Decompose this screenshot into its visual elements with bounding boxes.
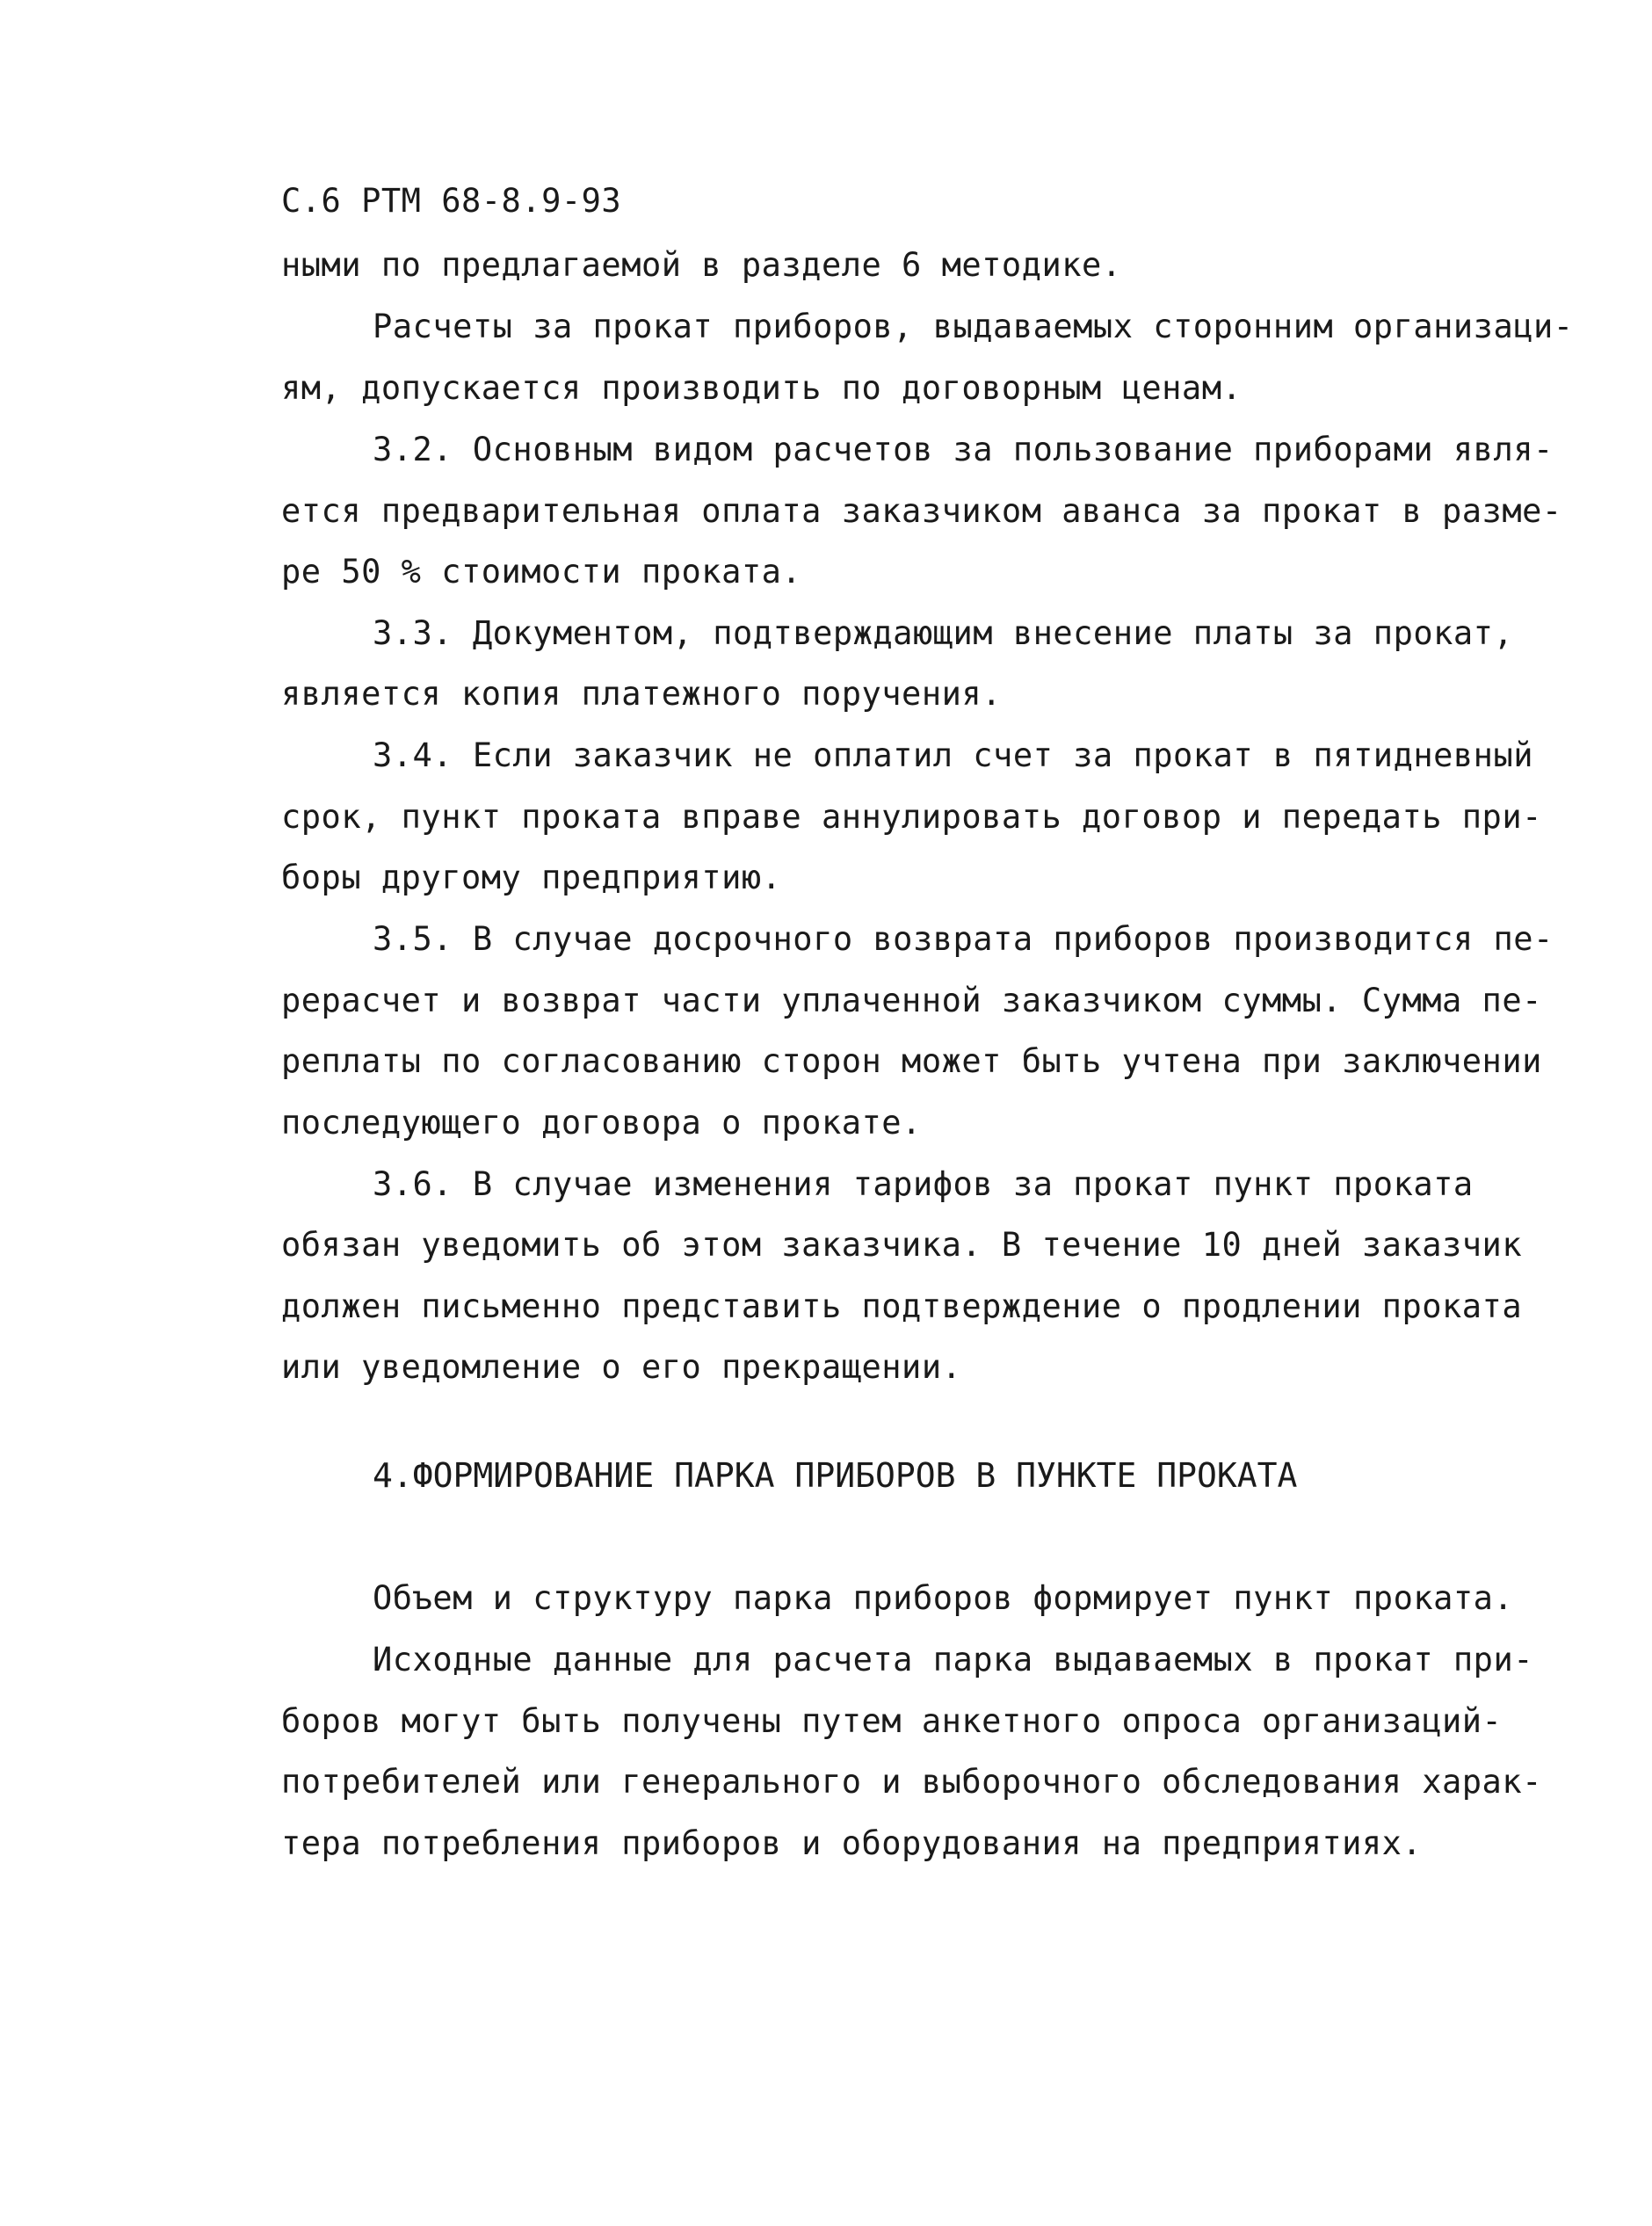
paragraph-line: Объем и структуру парка приборов формирует пункт проката. xyxy=(373,1579,1514,1617)
paragraph-line: 3.6. В случае изменения тарифов за прокат пункт проката xyxy=(373,1165,1474,1203)
paragraph-line: рерасчет и возврат части уплаченной заказчиком суммы. Сумма пе- xyxy=(281,982,1542,1019)
paragraph-line: ется предварительная оплата заказчиком аванса за прокат в разме- xyxy=(281,492,1562,530)
paragraph-line: является копия платежного поручения. xyxy=(281,675,1002,713)
paragraph-line: 3.5. В случае досрочного возврата приборов производится пе- xyxy=(373,920,1554,958)
paragraph-line: должен письменно представить подтверждение о продлении проката xyxy=(281,1287,1523,1325)
paragraph-line: 3.3. Документом, подтверждающим внесение платы за прокат, xyxy=(373,614,1514,652)
paragraph-line: боры другому предприятию. xyxy=(281,859,782,896)
paragraph-line: 3.2. Основным видом расчетов за пользование приборами явля- xyxy=(373,431,1554,468)
page-header: С.6 РТМ 68-8.9-93 xyxy=(281,182,622,220)
paragraph-line: ре 50 % стоимости проката. xyxy=(281,553,802,591)
paragraph-line: боров могут быть получены путем анкетного опроса организаций- xyxy=(281,1702,1503,1740)
paragraph-line: Расчеты за прокат приборов, выдаваемых сторонним организаци- xyxy=(373,308,1574,345)
paragraph-line: реплаты по согласованию сторон может быть учтена при заключении xyxy=(281,1042,1542,1080)
paragraph-line: ными по предлагаемой в разделе 6 методике. xyxy=(281,246,1122,284)
paragraph-line: 3.4. Если заказчик не оплатил счет за прокат в пятидневный xyxy=(373,736,1534,774)
paragraph-line: последующего договора о прокате. xyxy=(281,1104,922,1142)
paragraph-line: или уведомление о его прекращении. xyxy=(281,1348,962,1386)
paragraph-line: потребителей или генерального и выборочного обследования харак- xyxy=(281,1763,1542,1801)
paragraph-line: обязан уведомить об этом заказчика. В течение 10 дней заказчик xyxy=(281,1226,1523,1264)
paragraph-line: срок, пункт проката вправе аннулировать договор и передать при- xyxy=(281,798,1542,836)
paragraph-line: Исходные данные для расчета парка выдаваемых в прокат при- xyxy=(373,1641,1534,1679)
paragraph-line: тера потребления приборов и оборудования на предприятиях. xyxy=(281,1824,1423,1862)
section-heading: 4.ФОРМИРОВАНИЕ ПАРКА ПРИБОРОВ В ПУНКТЕ ПРОКАТА xyxy=(373,1456,1298,1495)
paragraph-line: ям, допускается производить по договорным ценам. xyxy=(281,369,1243,407)
